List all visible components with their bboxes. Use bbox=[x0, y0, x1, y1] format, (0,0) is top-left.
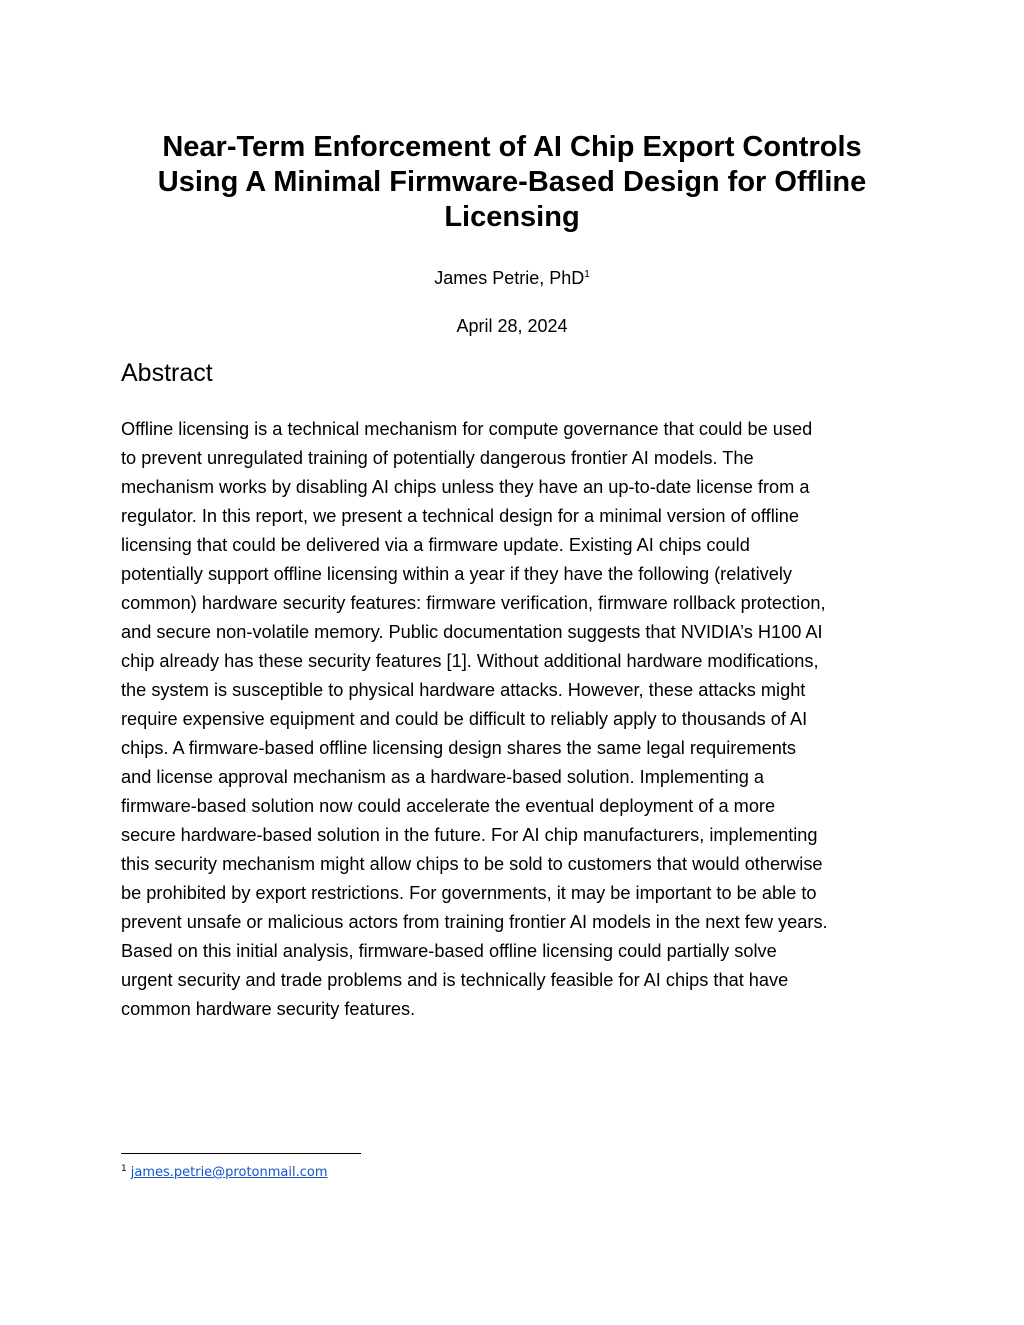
abstract-line: prevent unsafe or malicious actors from training frontier AI models in the next few years. bbox=[121, 912, 828, 932]
abstract-line: to prevent unregulated training of potentially dangerous frontier AI models. The bbox=[121, 448, 754, 468]
abstract-line: the system is susceptible to physical hardware attacks. However, these attacks might bbox=[121, 680, 806, 700]
author-footnote-marker: 1 bbox=[584, 269, 590, 280]
abstract-line: licensing that could be delivered via a firmware update. Existing AI chips could bbox=[121, 535, 750, 555]
abstract-line: be prohibited by export restrictions. For governments, it may be important to be able to bbox=[121, 883, 817, 903]
title-line: Licensing bbox=[444, 201, 580, 233]
footnote-marker: 1 bbox=[121, 1163, 127, 1174]
abstract-line: potentially support offline licensing within a year if they have the following (relatively bbox=[121, 564, 792, 584]
abstract-heading: Abstract bbox=[121, 359, 213, 387]
abstract-line: common) hardware security features: firmware verification, firmware rollback protection, bbox=[121, 593, 826, 613]
abstract-line: firmware-based solution now could accelerate the eventual deployment of a more bbox=[121, 796, 776, 816]
abstract-line: and license approval mechanism as a hardware-based solution. Implementing a bbox=[121, 767, 764, 787]
author-name: James Petrie, PhD bbox=[434, 268, 585, 288]
author-email-link[interactable]: james.petrie@protonmail.com bbox=[130, 1165, 328, 1180]
abstract-body bbox=[121, 415, 911, 1024]
abstract-line: common hardware security features. bbox=[121, 999, 416, 1019]
footnote-divider bbox=[121, 1153, 361, 1154]
abstract-line: regulator. In this report, we present a technical design for a minimal version of offline bbox=[121, 506, 800, 526]
abstract-line: urgent security and trade problems and is technically feasible for AI chips that have bbox=[121, 970, 789, 990]
footnote bbox=[121, 1163, 328, 1183]
author-line bbox=[112, 266, 912, 290]
abstract-line: require expensive equipment and could be difficult to reliably apply to thousands of AI bbox=[121, 709, 808, 729]
abstract-line: Offline licensing is a technical mechanism for compute governance that could be used bbox=[121, 419, 813, 439]
paper-title bbox=[112, 130, 912, 235]
title-line: Using A Minimal Firmware-Based Design for Offline bbox=[157, 166, 867, 198]
abstract-line: chips. A firmware-based offline licensing design shares the same legal requirements bbox=[121, 738, 796, 758]
title-line: Near-Term Enforcement of AI Chip Export Controls bbox=[162, 131, 862, 163]
abstract-line: and secure non-volatile memory. Public documentation suggests that NVIDIA’s H100 AI bbox=[121, 622, 823, 642]
abstract-line: Based on this initial analysis, firmware-based offline licensing could partially solve bbox=[121, 941, 777, 961]
abstract-line: this security mechanism might allow chips to be sold to customers that would otherwise bbox=[121, 854, 823, 874]
abstract-line: mechanism works by disabling AI chips unless they have an up-to-date license from a bbox=[121, 477, 810, 497]
abstract-line: secure hardware-based solution in the future. For AI chip manufacturers, implementing bbox=[121, 825, 818, 845]
publication-date: April 28, 2024 bbox=[456, 316, 568, 336]
abstract-line: chip already has these security features [1]. Without additional hardware modifications, bbox=[121, 651, 819, 671]
